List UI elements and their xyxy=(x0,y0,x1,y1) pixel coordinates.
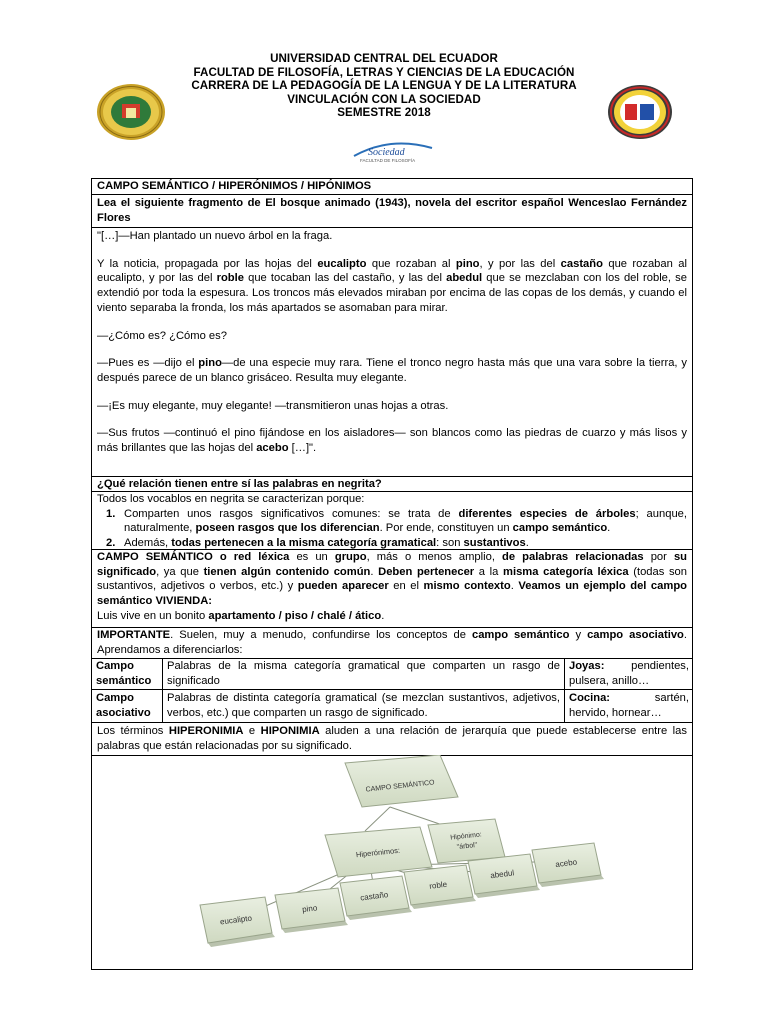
definition xyxy=(92,549,692,627)
diagram-hyponym-value: "árbol" xyxy=(456,841,478,852)
diagram-hyponym-label: Hipónimo: xyxy=(450,831,483,842)
semester: SEMESTRE 2018 xyxy=(337,106,431,120)
diagram-root-label: CAMPO SEMÁNTICO xyxy=(365,779,435,794)
question: ¿Qué relación tienen entre sí las palabras en negrita? xyxy=(92,476,692,491)
definition-example: Luis vive en un bonito apartamento / piso / chalé / ático. xyxy=(97,609,385,622)
comparison-table xyxy=(92,658,692,722)
diagram-leaf-label-3: roble xyxy=(428,879,448,891)
university-seal-logo xyxy=(95,82,167,142)
diagram-leaf-3 xyxy=(404,865,476,909)
passage-p2: Y la noticia, propagada por las hojas del eucalipto que rozaban al pino, y por las del castaño que rozaban al eucalipto, y por las del roble que tocaban las del castaño, y las del abedul que se mezclaban con los del roble, se extendió por toda la espesura. Los troncos más elevados miraban por encima de las copas de los demás, y cuando el viento separaba la fronda, los más apartados se asomaban para mirar. xyxy=(97,257,687,314)
hyperonymy-note: Los términos HIPERONIMIA e HIPONIMIA aluden a una relación de jerarquía que puede establecerse entre las palabras que están relacionadas por su significado. xyxy=(92,722,692,755)
comparison-definition-2: Palabras de distinta categoría gramatical (se mezclan sustantivos, adjetivos, verbos, etc.) que comparten un rasgo de significado. xyxy=(167,692,560,719)
diagram-leaf-5 xyxy=(532,843,604,887)
important-note: IMPORTANTE. Suelen, muy a menudo, confundirse los conceptos de campo semántico y campo asociativo. Aprendamos a diferenciarlos: xyxy=(92,627,692,658)
diagram-leaf-2 xyxy=(340,876,412,920)
passage-p4: —Pues es —dijo el pino—de una especie muy rara. Tiene el tronco negro hasta más que una vara sobre la tierra, y después parece de un blanco grisáceo. Resulta muy elegante. xyxy=(97,357,687,384)
diagram-leaf-label-0: eucalipto xyxy=(219,913,253,927)
definition-text: CAMPO SEMÁNTICO o red léxica es un grupo, más o menos amplio, de palabras relacionadas por su significado, ya que tienen algún contenido común. Deben pertenecer a la misma categoría léxica (todas son sustantivos, adjetivos o verbos, etc.) y pueden aparecer en el mismo contexto. Veamos un ejemplo del campo semántico VIVIENDA: xyxy=(97,551,687,608)
program-name: VINCULACIÓN CON LA SOCIEDAD xyxy=(287,92,481,106)
diagram-hyponym-box xyxy=(428,819,505,863)
answer xyxy=(92,491,692,549)
university-name: UNIVERSIDAD CENTRAL DEL ECUADOR xyxy=(270,52,498,65)
intro-sentence: Lea el siguiente fragmento de El bosque animado (1943), novela del escritor español Wenceslao Fernández Flores xyxy=(97,197,687,224)
career-name: CARRERA DE LA PEDAGOGÍA DE LA LENGUA Y DE LA LITERATURA xyxy=(191,79,577,93)
passage-p1: "[…]—Han plantado un nuevo árbol en la fraga. xyxy=(97,230,333,242)
diagram-leaf-0 xyxy=(200,897,275,947)
diagram-leaf-label-2: castaño xyxy=(359,890,389,903)
section-title: CAMPO SEMÁNTICO / HIPERÓNIMOS / HIPÓNIMOS xyxy=(97,180,372,192)
intro-text xyxy=(92,194,692,227)
comparison-definition-1: Palabras de la misma categoría gramatical que comparten un rasgo de significado xyxy=(167,660,560,687)
answer-lead: Todos los vocablos en negrita se caracterizan porque: xyxy=(97,493,365,505)
diagram-leaf-label-4: abedul xyxy=(489,868,515,881)
diagram-leaf-label-5: acebo xyxy=(554,857,578,870)
svg-text:FACULTAD DE FILOSOFÍA: FACULTAD DE FILOSOFÍA xyxy=(360,158,416,163)
diagram-hyperonym-box xyxy=(325,827,432,877)
passage xyxy=(92,227,692,476)
diagram-hyperonym-label: Hiperónimos: xyxy=(355,845,401,860)
passage-p6: —Sus frutos —continuó el pino fijándose en los aisladores— son blancos como las piedras de cuarzo y más lisos y más brillantes que las hojas del acebo […]". xyxy=(97,427,687,455)
answer-item-1: 1. Comparten unos rasgos significativos comunes: se trata de diferentes especies de árboles; aunque, naturalmente, poseen rasgos que los diferencian. Por ende, constituyen un campo semántico. xyxy=(106,507,687,535)
semantic-field-diagram xyxy=(100,755,660,965)
passage-p5: —¡Es muy elegante, muy elegante! —transmitieron unas hojas a otras. xyxy=(97,399,449,412)
comparison-example-2: Cocina: sartén, hervido, hornear… xyxy=(569,692,689,719)
diagram-root-box xyxy=(345,755,458,807)
comparison-term-1: Campo semántico xyxy=(96,660,152,687)
sociedad-logo xyxy=(350,138,436,164)
comparison-term-2: Campo asociativo xyxy=(96,692,151,719)
answer-item-2: 2. Además, todas pertenecen a la misma categoría gramatical: son sustantivos. xyxy=(106,537,529,550)
diagram-leaf-4 xyxy=(468,854,540,898)
faculty-seal-logo xyxy=(607,84,673,140)
diagram-leaf-1 xyxy=(275,888,348,933)
faculty-name: FACULTAD DE FILOSOFÍA, LETRAS Y CIENCIAS DE LA EDUCACIÓN xyxy=(193,65,575,79)
passage-p3: —¿Cómo es? ¿Cómo es? xyxy=(97,329,227,342)
diagram-leaf-label-1: pino xyxy=(301,903,318,915)
svg-text:Sociedad: Sociedad xyxy=(368,147,405,158)
comparison-example-1: Joyas: pendientes, pulsera, anillo… xyxy=(569,660,689,687)
